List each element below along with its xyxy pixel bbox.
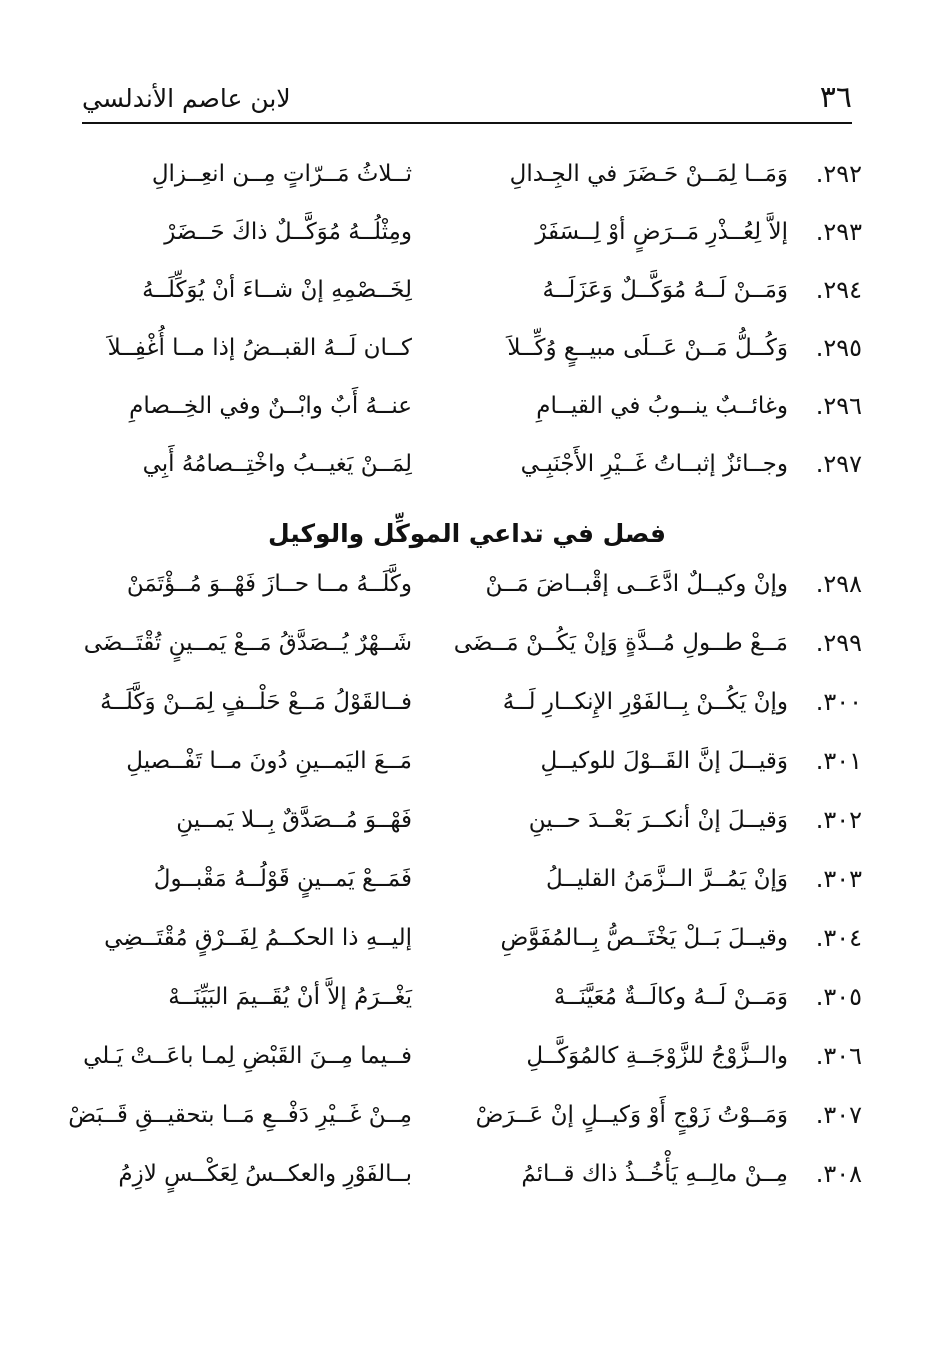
verse-second-hemistich: فــالقَوْلُ مَــعْ حَلْــفٍ لِمَــنْ وَكَّلَــهُ: [100, 689, 412, 715]
verse-first-hemistich: وَقيــلَ إنَّ القَــوْلَ للوكيــلِ: [540, 748, 788, 774]
verse-second-hemistich: بــالفَوْرِ والعكــسُ لِعَكْــسٍ لازِمُ: [118, 1161, 412, 1187]
verse-first-hemistich: وَمَــا لِمَــنْ حَـضَرَ في الجِـدالِ: [509, 161, 788, 187]
verse-second-hemistich: فَمَــعْ يَمــينٍ قَوْلُــهُ مَقْبــولُ: [153, 866, 412, 892]
verse-line: [82, 741, 862, 781]
verse-line: [82, 386, 862, 426]
verse-number: ٢٩٢.: [815, 160, 862, 188]
verse-second-hemistich: شَــهْرٌ يُــصَدَّقُ مَــعْ يَمــينٍ تُقْتَــضَى: [83, 630, 412, 656]
verse-number: ٢٩٣.: [815, 218, 862, 246]
verse-second-hemistich: مَــعَ اليَمــينِ دُونَ مــا تَفْــصيلِ: [126, 748, 412, 774]
verse-number: ٣٠٢.: [815, 806, 862, 834]
verse-second-hemistich: إليــهِ ذا الحكــمُ لِفَــرْقٍ مُقْتَــضِي: [104, 925, 412, 951]
book-title: لابن عاصم الأندلسي: [82, 84, 291, 113]
verse-number: ٢٩٥.: [815, 334, 862, 362]
verse-first-hemistich: والــزَّوْجُ للزَّوْجَــةِ كالمُوَكَّــلِ: [526, 1043, 788, 1069]
verse-second-hemistich: عنــهُ أَبٌ وابْــنٌ وفي الخِــصامِ: [129, 393, 412, 419]
verse-number: ٣٠٤.: [815, 924, 862, 952]
verse-number: ٢٩٧.: [815, 450, 862, 478]
verse-line: [82, 444, 862, 484]
verse-second-hemistich: وكَّلَــهُ مــا حــازَ فَهْــوَ مُــؤْتَمَنْ: [126, 571, 412, 597]
verse-first-hemistich: وَإنْ يَمُــرَّ الــزَّمَنُ القليــلُ: [545, 866, 788, 892]
verse-second-hemistich: ومِثْلُــهُ مُوَكَّــلٌ ذاكَ حَــضَرْ: [164, 219, 412, 245]
verse-line: [82, 800, 862, 840]
verse-line: [82, 977, 862, 1017]
verse-second-hemistich: فَهْــوَ مُــصَدَّقٌ بِــلا يَمــينِ: [176, 807, 412, 833]
verse-second-hemistich: يَغْــرَمُ إلاَّ أنْ يُقَــيمَ البَيِّنَــهْ: [168, 984, 412, 1010]
verse-second-hemistich: لِمَــنْ يَغيــبُ واخْتِــصامُهُ أَبِي: [142, 451, 412, 477]
verse-line: [82, 623, 862, 663]
section-heading: فصل في تداعي الموكِّل والوكيل: [267, 519, 667, 548]
verse-second-hemistich: لِخَــصْمِهِ إنْ شــاءَ أنْ يُوَكِّلَــهُ: [142, 277, 412, 303]
verse-number: ٣٠٠.: [815, 688, 862, 716]
verse-line: [82, 328, 862, 368]
verse-first-hemistich: وإنْ وكيــلٌ ادَّعَــى إقْبــاضَ مَــنْ: [485, 571, 788, 597]
verse-number: ٢٩٩.: [815, 629, 862, 657]
verse-number: ٢٩٦.: [815, 392, 862, 420]
verse-second-hemistich: فــيما مِــنَ القَبْضِ لِمـا باعَــتْ يَـلي: [83, 1043, 412, 1069]
verse-line: [82, 154, 862, 194]
verse-first-hemistich: وقيــلَ بَــلْ يَخْتَــصُّ بِــالمُفَوَّضِ: [500, 925, 788, 951]
verse-number: ٣٠٧.: [815, 1101, 862, 1129]
verse-first-hemistich: مِــنْ مالِــهِ يَأْخُــذُ ذاك قــائمُ: [521, 1161, 788, 1187]
verse-number: ٣٠٨.: [815, 1160, 862, 1188]
verse-second-hemistich: ثــلاثُ مَــرّاتٍ مِــن انعِــزالِ: [151, 161, 412, 187]
verse-line: [82, 859, 862, 899]
verse-line: [82, 1154, 862, 1194]
verse-first-hemistich: وَمَــنْ لَــهُ مُوَكَّــلٌ وَعَزَلَــهُ: [542, 277, 788, 303]
verse-line: [82, 270, 862, 310]
verse-number: ٣٠٥.: [815, 983, 862, 1011]
verse-number: ٢٩٨.: [815, 570, 862, 598]
verse-second-hemistich: مِــنْ غَــيْرِ دَفْــعِ مَــا بتحقيــقِ قَــبَضْ: [68, 1102, 412, 1128]
verse-line: [82, 212, 862, 252]
verse-line: [82, 564, 862, 604]
verse-first-hemistich: وغائــبٌ ينــوبُ في القيــامِ: [536, 393, 788, 419]
verse-second-hemistich: كــان لَــهُ القبــضُ إذا مــا أُغْفِــلاَ: [107, 335, 412, 361]
verse-first-hemistich: وَقيــلَ إنْ أنكــرَ بَعْــدَ حــينِ: [528, 807, 788, 833]
page-header: [82, 78, 852, 124]
verse-number: ٣٠٦.: [815, 1042, 862, 1070]
verse-first-hemistich: وَمَــوْتُ زَوْجٍ أَوْ وَكيــلٍ إنْ عَــرَضْ: [475, 1102, 788, 1128]
verse-number: ٢٩٤.: [815, 276, 862, 304]
verse-line: [68, 1095, 862, 1135]
verse-line: [82, 1036, 862, 1076]
verse-line: [82, 918, 862, 958]
verse-first-hemistich: وَمَــنْ لَــهُ وكالَــةٌ مُعَيَّنَــهْ: [553, 984, 788, 1010]
verse-first-hemistich: إلاَّ لِعُــذْرِ مَــرَضٍ أوْ لِــسَفَرْ: [535, 219, 788, 245]
verse-number: ٣٠٣.: [815, 865, 862, 893]
verse-first-hemistich: وجــائزٌ إثبــاتُ غَــيْرِ الأَجْنَبِـي: [520, 451, 788, 477]
verse-number: ٣٠١.: [815, 747, 862, 775]
verse-first-hemistich: وَكُــلُّ مَــنْ عَــلَى مبيــعٍ وُكِّــلاَ: [507, 335, 788, 361]
verse-first-hemistich: وإنْ يَكُــنْ بِــالفَوْرِ الإِنكــارِ لَــهُ: [502, 689, 788, 715]
verse-first-hemistich: مَــعْ طــولِ مُــدَّةٍ وَإنْ يَكُــنْ مَــضَى: [453, 630, 788, 656]
page-number: ٣٦: [819, 80, 852, 115]
verse-line: [82, 682, 862, 722]
